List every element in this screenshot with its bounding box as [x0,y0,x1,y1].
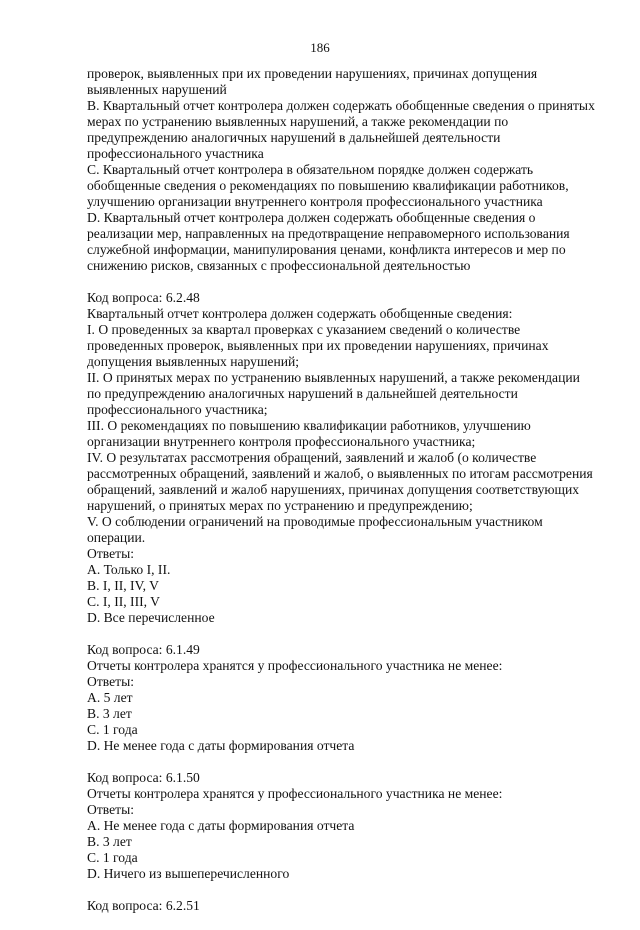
statement-ii: II. О принятых мерах по устранению выявленных нарушений, а также рекомендации по предупреждению аналогичных нарушений в дальнейшей деятельности профессионального участника; [87,370,580,417]
question-6-1-49 [87,642,597,754]
answer-option-c: C. Квартальный отчет контролера в обязательном порядке должен содержать обобщенные сведения о рекомендациях по повышению квалификации работников, улучшению организации внутреннего контроля профессионального участника [87,162,569,209]
answer-option-a: A. Только I, II. [87,562,171,577]
answer-option-c: C. 1 года [87,722,138,737]
statement-iv: IV. О результатах рассмотрения обращений, заявлений и жалоб (о количестве рассмотренных обращений, заявлений и жалоб, о выявленных по итогам рассмотрения обращений, заявлений и жалоб нарушениях, причинах допущения соответствующих нарушений, о принятых мерах по устранению и предупреждению; [87,450,593,513]
answers-label: Ответы: [87,802,134,817]
answer-option-b: B. Квартальный отчет контролера должен содержать обобщенные сведения о принятых мерах по устранению выявленных нарушений, а также рекомендации по предупреждению аналогичных нарушений в дальнейшей деятельности профессионального участника [87,98,595,161]
answers-label: Ответы: [87,674,134,689]
question-code: Код вопроса: 6.1.50 [87,770,200,785]
question-6-2-51 [87,898,597,914]
answer-option-c: C. I, II, III, V [87,594,160,609]
continuation-line: проверок, выявленных при их проведении нарушениях, причинах допущения выявленных нарушений [87,66,538,97]
answer-option-c: C. 1 года [87,850,138,865]
answer-option-d: D. Не менее года с даты формирования отчета [87,738,355,753]
question-code: Код вопроса: 6.2.51 [87,898,200,913]
statement-iii: III. О рекомендациях по повышению квалификации работников, улучшению организации внутреннего контроля профессионального участника; [87,418,531,449]
answer-option-d: D. Все перечисленное [87,610,215,625]
statement-v: V. О соблюдении ограничений на проводимые профессиональным участником операции. [87,514,543,545]
answer-option-d: D. Квартальный отчет контролера должен содержать обобщенные сведения о реализации мер, направленных на предотвращение неправомерного использования служебной информации, манипулирования ценами, конфликта интересов и мер по снижению рисков, связанных с профессиональной деятельностью [87,210,570,273]
answer-option-a: A. Не менее года с даты формирования отчета [87,818,355,833]
question-code: Код вопроса: 6.1.49 [87,642,200,657]
question-text: Квартальный отчет контролера должен содержать обобщенные сведения: [87,306,513,321]
answer-option-b: B. 3 лет [87,834,132,849]
answers-label: Ответы: [87,546,134,561]
question-code: Код вопроса: 6.2.48 [87,290,200,305]
question-6-1-50 [87,770,597,882]
page-content [87,66,597,930]
page-number: 186 [310,40,330,55]
statement-i: I. О проведенных за квартал проверках с указанием сведений о количестве проведенных проверок, выявленных при их проведении нарушениях, причинах допущения выявленных нарушений; [87,322,549,369]
question-6-2-48 [87,290,597,626]
answer-option-b: B. 3 лет [87,706,132,721]
answer-option-d: D. Ничего из вышеперечисленного [87,866,290,881]
answer-option-b: B. I, II, IV, V [87,578,159,593]
answer-option-a: A. 5 лет [87,690,133,705]
question-text: Отчеты контролера хранятся у профессионального участника не менее: [87,658,503,673]
previous-question-continuation [87,66,597,274]
question-text: Отчеты контролера хранятся у профессионального участника не менее: [87,786,503,801]
